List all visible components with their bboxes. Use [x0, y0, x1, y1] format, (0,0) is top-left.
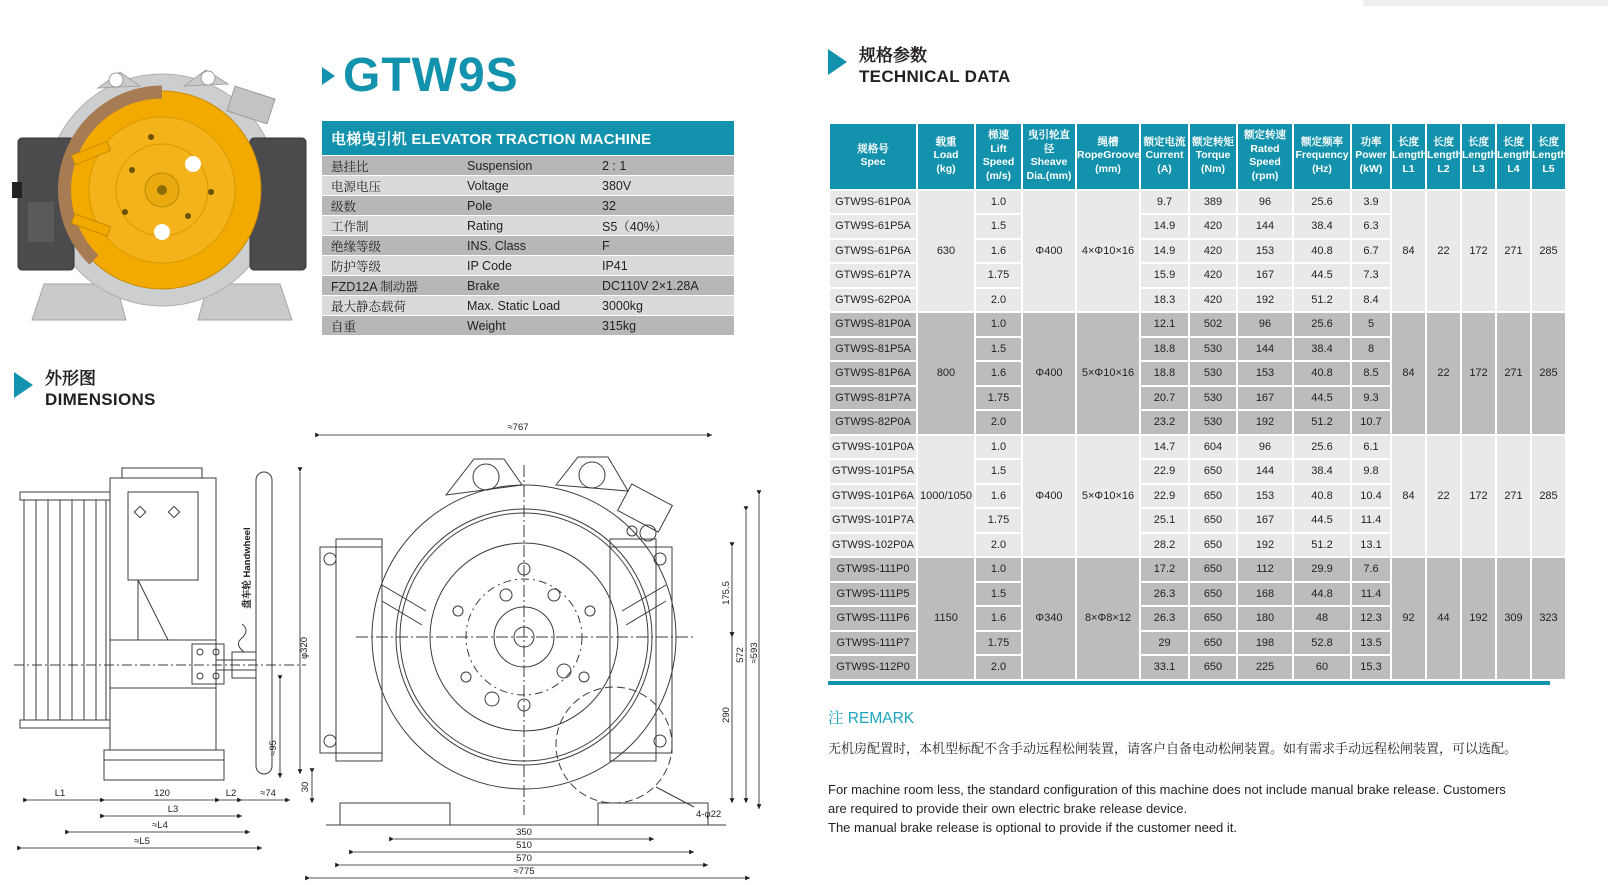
table-cell: 51.2: [1294, 534, 1350, 557]
svg-text:572: 572: [735, 647, 746, 663]
remark-text-cn: 无机房配置时，本机型标配不含手动远程松闸装置，请客户自备电动松闸装置。如有需求手动远程松闸装置，可以选配。: [828, 741, 1518, 756]
spec-cell: Max. Static Load: [467, 298, 561, 313]
table-cell: 1.6: [976, 362, 1021, 385]
table-cell: 22.9: [1141, 485, 1188, 508]
table-cell: 25.1: [1141, 509, 1188, 532]
table-cell: 530: [1190, 338, 1236, 361]
spec-cell: INS. Class: [467, 238, 527, 253]
table-cell: 29: [1141, 632, 1188, 655]
table-cell: 1.6: [976, 485, 1021, 508]
table-cell: 1.0: [976, 436, 1021, 459]
page-corner-strip: [1363, 0, 1608, 6]
svg-text:4-φ22: 4-φ22: [696, 809, 722, 820]
spec-cell: 380V: [602, 178, 632, 193]
column-header: 梯速 Lift Speed (m/s): [976, 124, 1021, 189]
table-row: [830, 191, 1565, 214]
table-cell: 38.4: [1294, 460, 1350, 483]
spec-row: [322, 296, 734, 315]
table-cell: 650: [1190, 534, 1236, 557]
table-cell: 650: [1190, 558, 1236, 581]
table-cell: 9.8: [1352, 460, 1390, 483]
table-cell: 17.2: [1141, 558, 1188, 581]
table-cell: 40.8: [1294, 240, 1350, 263]
table-cell: 22: [1427, 191, 1460, 312]
column-header: 曳引轮直径 Sheave Dia.(mm): [1023, 124, 1075, 189]
table-cell: 650: [1190, 632, 1236, 655]
spec-cell: Rating: [467, 218, 504, 233]
table-cell: 420: [1190, 240, 1236, 263]
spec-cell: 自重: [331, 319, 357, 334]
table-cell: 650: [1190, 607, 1236, 630]
spec-cell: 绝缘等级: [331, 239, 382, 254]
spec-row: [322, 236, 734, 255]
table-cell: GTW9S-111P5: [830, 583, 916, 606]
table-cell: 1.0: [976, 191, 1021, 214]
table-cell: 51.2: [1294, 411, 1350, 434]
column-header: 长度 Length L2: [1427, 124, 1460, 189]
table-cell: GTW9S-61P5A: [830, 215, 916, 238]
table-cell: 153: [1238, 485, 1292, 508]
technical-title-cn: 规格参数: [859, 46, 927, 65]
svg-text:≈L4: ≈L4: [152, 820, 168, 831]
table-cell: 7.6: [1352, 558, 1390, 581]
table-cell: 51.2: [1294, 289, 1350, 312]
technical-title-en: TECHNICAL DATA: [859, 67, 1011, 87]
table-cell: 198: [1238, 632, 1292, 655]
table-cell: 502: [1190, 313, 1236, 336]
table-cell: 650: [1190, 509, 1236, 532]
table-cell: 1.0: [976, 558, 1021, 581]
table-cell: GTW9S-61P7A: [830, 264, 916, 287]
spec-row: [322, 256, 734, 275]
table-cell: 8×Φ8×12: [1077, 558, 1139, 679]
svg-text:≈95: ≈95: [268, 740, 279, 756]
table-cell: 6.1: [1352, 436, 1390, 459]
spec-row: [322, 216, 734, 235]
table-cell: 144: [1238, 338, 1292, 361]
spec-cell: DC110V 2×1.28A: [602, 278, 699, 293]
table-cell: 96: [1238, 191, 1292, 214]
table-cell: 12.3: [1352, 607, 1390, 630]
table-cell: 153: [1238, 240, 1292, 263]
table-header-row: [830, 124, 1565, 189]
svg-text:盘车轮 Handwheel: 盘车轮 Handwheel: [242, 527, 253, 609]
table-cell: 25.6: [1294, 313, 1350, 336]
table-cell: 192: [1462, 558, 1495, 679]
table-row: [830, 558, 1565, 581]
table-cell: 20.7: [1141, 387, 1188, 410]
table-cell: 167: [1238, 387, 1292, 410]
spec-cell: Pole: [467, 198, 493, 213]
arrow-icon: [14, 372, 33, 398]
table-cell: 44.5: [1294, 264, 1350, 287]
table-cell: 800: [918, 313, 974, 434]
table-cell: GTW9S-81P5A: [830, 338, 916, 361]
column-header: 长度 Length L5: [1532, 124, 1565, 189]
table-cell: 285: [1532, 191, 1565, 312]
svg-text:φ320: φ320: [299, 636, 310, 660]
svg-text:≈767: ≈767: [507, 422, 529, 433]
table-cell: 13.5: [1352, 632, 1390, 655]
table-cell: 22.9: [1141, 460, 1188, 483]
table-cell: 1.6: [976, 240, 1021, 263]
spec-row: [322, 316, 734, 335]
column-header: 长度 Length L4: [1497, 124, 1530, 189]
table-cell: 180: [1238, 607, 1292, 630]
table-cell: 8.5: [1352, 362, 1390, 385]
table-cell: 192: [1238, 411, 1292, 434]
table-cell: 1000/1050: [918, 436, 974, 557]
table-cell: 420: [1190, 215, 1236, 238]
table-cell: Φ340: [1023, 558, 1075, 679]
svg-text:≈593: ≈593: [749, 642, 760, 664]
table-cell: 15.9: [1141, 264, 1188, 287]
table-cell: 26.3: [1141, 583, 1188, 606]
table-cell: 14.7: [1141, 436, 1188, 459]
table-row: [830, 436, 1565, 459]
table-cell: 44: [1427, 558, 1460, 679]
table-cell: 1.5: [976, 338, 1021, 361]
spec-cell: IP Code: [467, 258, 512, 273]
table-cell: 8.4: [1352, 289, 1390, 312]
model-title: [322, 49, 519, 102]
column-header: 长度 Length L3: [1462, 124, 1495, 189]
table-cell: 1.75: [976, 387, 1021, 410]
table-cell: 2.0: [976, 534, 1021, 557]
table-cell: 9.3: [1352, 387, 1390, 410]
table-cell: 192: [1238, 534, 1292, 557]
table-cell: 96: [1238, 313, 1292, 336]
table-cell: 1.75: [976, 509, 1021, 532]
table-cell: 1.5: [976, 215, 1021, 238]
svg-text:L2: L2: [225, 788, 237, 799]
table-cell: 9.7: [1141, 191, 1188, 214]
table-cell: 44.5: [1294, 509, 1350, 532]
table-cell: 172: [1462, 313, 1495, 434]
table-cell: 26.3: [1141, 607, 1188, 630]
table-cell: 650: [1190, 583, 1236, 606]
table-cell: 18.3: [1141, 289, 1188, 312]
table-cell: GTW9S-81P7A: [830, 387, 916, 410]
table-cell: 29.9: [1294, 558, 1350, 581]
table-cell: GTW9S-102P0A: [830, 534, 916, 557]
table-cell: 60: [1294, 656, 1350, 679]
spec-cell: 3000kg: [602, 298, 644, 313]
table-cell: 650: [1190, 656, 1236, 679]
svg-text:290: 290: [721, 707, 732, 723]
table-cell: 22: [1427, 313, 1460, 434]
table-cell: 8: [1352, 338, 1390, 361]
table-cell: 18.8: [1141, 362, 1188, 385]
table-cell: 44.8: [1294, 583, 1350, 606]
table-cell: 271: [1497, 191, 1530, 312]
table-cell: 112: [1238, 558, 1292, 581]
table-cell: GTW9S-101P7A: [830, 509, 916, 532]
dimensions-title-cn: 外形图: [45, 369, 96, 388]
svg-text:30: 30: [300, 781, 311, 793]
table-cell: 168: [1238, 583, 1292, 606]
table-cell: 33.1: [1141, 656, 1188, 679]
table-cell: Φ400: [1023, 313, 1075, 434]
spec-row: [322, 196, 734, 215]
svg-text:≈L5: ≈L5: [134, 836, 150, 847]
column-header: 绳槽 RopeGroove (mm): [1077, 124, 1139, 189]
table-cell: 167: [1238, 509, 1292, 532]
column-header: 额定转速 Rated Speed (rpm): [1238, 124, 1292, 189]
table-cell: Φ400: [1023, 436, 1075, 557]
spec-cell: 最大静态载荷: [331, 299, 407, 314]
table-cell: 6.3: [1352, 215, 1390, 238]
spec-cell: 悬挂比: [331, 159, 369, 174]
svg-text:120: 120: [154, 788, 170, 799]
table-cell: 48: [1294, 607, 1350, 630]
technical-data-table: [828, 122, 1567, 685]
table-cell: 11.4: [1352, 509, 1390, 532]
spec-cell: Weight: [467, 318, 506, 333]
table-cell: 1.0: [976, 313, 1021, 336]
column-header: 长度 Length L1: [1392, 124, 1425, 189]
svg-text:≈74: ≈74: [260, 788, 276, 799]
table-cell: GTW9S-111P0: [830, 558, 916, 581]
table-cell: 25.6: [1294, 436, 1350, 459]
table-cell: 10.7: [1352, 411, 1390, 434]
table-cell: 12.1: [1141, 313, 1188, 336]
table-cell: Φ400: [1023, 191, 1075, 312]
arrow-icon: [322, 67, 335, 85]
table-cell: 630: [918, 191, 974, 312]
table-cell: 420: [1190, 289, 1236, 312]
table-cell: 323: [1532, 558, 1565, 679]
spec-cell: 防护等级: [331, 259, 382, 274]
table-cell: GTW9S-101P0A: [830, 436, 916, 459]
spec-table-title: 电梯曳引机 ELEVATOR TRACTION MACHINE: [322, 121, 734, 155]
table-cell: GTW9S-81P0A: [830, 313, 916, 336]
table-cell: 192: [1238, 289, 1292, 312]
remark-en-line: are required to provide their own electric brake release device.: [828, 800, 1188, 816]
svg-text:L3: L3: [167, 804, 179, 815]
table-cell: 1.75: [976, 632, 1021, 655]
spec-row: [322, 276, 734, 295]
svg-text:350: 350: [516, 827, 532, 838]
table-cell: 40.8: [1294, 362, 1350, 385]
table-cell: 172: [1462, 436, 1495, 557]
remark-en-line: The manual brake release is optional to provide if the customer need it.: [828, 819, 1238, 835]
spec-cell: IP41: [602, 258, 628, 273]
table-cell: 13.1: [1352, 534, 1390, 557]
table-row: [830, 313, 1565, 336]
table-cell: 389: [1190, 191, 1236, 214]
column-header: 载重 Load (kg): [918, 124, 974, 189]
spec-cell: 315kg: [602, 318, 637, 333]
arrow-icon: [828, 49, 847, 75]
table-cell: 1.5: [976, 583, 1021, 606]
side-view-drawing: [10, 448, 310, 868]
table-cell: 271: [1497, 313, 1530, 434]
table-cell: 7.3: [1352, 264, 1390, 287]
spec-cell: FZD12A 制动器: [331, 279, 418, 294]
table-cell: 44.5: [1294, 387, 1350, 410]
table-cell: GTW9S-111P7: [830, 632, 916, 655]
table-cell: 40.8: [1294, 485, 1350, 508]
table-body: [830, 191, 1565, 679]
table-cell: GTW9S-62P0A: [830, 289, 916, 312]
table-cell: 14.9: [1141, 240, 1188, 263]
table-cell: 650: [1190, 485, 1236, 508]
table-cell: 1.5: [976, 460, 1021, 483]
model-name: GTW9S: [343, 49, 519, 102]
table-cell: 1.6: [976, 607, 1021, 630]
table-cell: 23.2: [1141, 411, 1188, 434]
traction-machine-photo: [12, 52, 312, 332]
table-cell: 144: [1238, 215, 1292, 238]
table-cell: GTW9S-61P6A: [830, 240, 916, 263]
table-cell: GTW9S-61P0A: [830, 191, 916, 214]
table-cell: 84: [1392, 313, 1425, 434]
dimensions-title-en: DIMENSIONS: [45, 390, 156, 410]
table-cell: 52.8: [1294, 632, 1350, 655]
spec-cell: 工作制: [331, 219, 369, 234]
table-cell: GTW9S-81P6A: [830, 362, 916, 385]
remark-en-line: For machine room less, the standard configuration of this machine does not include manual brake release. Customers: [828, 782, 1506, 797]
spec-cell: 32: [602, 198, 616, 213]
spec-cell: 2 : 1: [602, 158, 627, 173]
table-cell: GTW9S-101P6A: [830, 485, 916, 508]
spec-row: [322, 156, 734, 175]
table-cell: 604: [1190, 436, 1236, 459]
table-cell: GTW9S-111P6: [830, 607, 916, 630]
table-cell: GTW9S-101P5A: [830, 460, 916, 483]
table-cell: 285: [1532, 436, 1565, 557]
svg-text:≈775: ≈775: [513, 866, 535, 877]
table-cell: 530: [1190, 362, 1236, 385]
front-view-drawing: [296, 415, 766, 885]
svg-text:175.5: 175.5: [721, 581, 732, 605]
table-cell: 38.4: [1294, 338, 1350, 361]
spec-cell: S5（40%）: [602, 219, 668, 234]
table-cell: 5×Φ10×16: [1077, 313, 1139, 434]
table-cell: 5×Φ10×16: [1077, 436, 1139, 557]
table-cell: 96: [1238, 436, 1292, 459]
svg-text:570: 570: [516, 853, 532, 864]
spec-row: [322, 176, 734, 195]
table-cell: 2.0: [976, 656, 1021, 679]
column-header: 额定转矩 Torque (Nm): [1190, 124, 1236, 189]
table-cell: GTW9S-82P0A: [830, 411, 916, 434]
machine-spec-table: [322, 121, 734, 335]
table-cell: 271: [1497, 436, 1530, 557]
table-cell: 11.4: [1352, 583, 1390, 606]
table-cell: 6.7: [1352, 240, 1390, 263]
spec-cell: Brake: [467, 278, 500, 293]
table-cell: 5: [1352, 313, 1390, 336]
table-cell: 22: [1427, 436, 1460, 557]
column-header: 功率 Power (kW): [1352, 124, 1390, 189]
spec-cell: Suspension: [467, 158, 533, 173]
remark-section: [828, 706, 1568, 838]
technical-data-section-header: [828, 45, 1011, 88]
table-cell: 84: [1392, 191, 1425, 312]
table-cell: 530: [1190, 387, 1236, 410]
remark-title: 注 REMARK: [828, 710, 915, 727]
table-cell: 144: [1238, 460, 1292, 483]
column-header: 额定电流 Current (A): [1141, 124, 1188, 189]
table-cell: 14.9: [1141, 215, 1188, 238]
dimensions-section-header: [14, 368, 156, 411]
table-cell: 2.0: [976, 289, 1021, 312]
spec-cell: 电源电压: [331, 179, 382, 194]
table-cell: 172: [1462, 191, 1495, 312]
table-cell: 84: [1392, 436, 1425, 557]
table-cell: 15.3: [1352, 656, 1390, 679]
spec-cell: F: [602, 238, 610, 253]
table-cell: 309: [1497, 558, 1530, 679]
svg-text:L1: L1: [54, 788, 66, 799]
table-cell: 167: [1238, 264, 1292, 287]
table-cell: 4×Φ10×16: [1077, 191, 1139, 312]
table-cell: 25.6: [1294, 191, 1350, 214]
table-cell: 530: [1190, 411, 1236, 434]
table-cell: 18.8: [1141, 338, 1188, 361]
remark-text-en: [828, 781, 1568, 838]
column-header: 规格号 Spec: [830, 124, 916, 189]
table-cell: 650: [1190, 460, 1236, 483]
table-cell: 10.4: [1352, 485, 1390, 508]
column-header: 额定频率 Frequency (Hz): [1294, 124, 1350, 189]
table-cell: 225: [1238, 656, 1292, 679]
table-cell: 1.75: [976, 264, 1021, 287]
svg-text:510: 510: [516, 840, 532, 851]
table-cell: GTW9S-112P0: [830, 656, 916, 679]
spec-cell: 级数: [331, 199, 357, 214]
table-cell: 1150: [918, 558, 974, 679]
table-cell: 92: [1392, 558, 1425, 679]
table-cell: 28.2: [1141, 534, 1188, 557]
spec-cell: Voltage: [467, 178, 509, 193]
table-cell: 2.0: [976, 411, 1021, 434]
table-cell: 38.4: [1294, 215, 1350, 238]
table-cell: 285: [1532, 313, 1565, 434]
table-cell: 420: [1190, 264, 1236, 287]
table-cell: 153: [1238, 362, 1292, 385]
spec-table-rows: [322, 156, 734, 335]
table-cell: 3.9: [1352, 191, 1390, 214]
